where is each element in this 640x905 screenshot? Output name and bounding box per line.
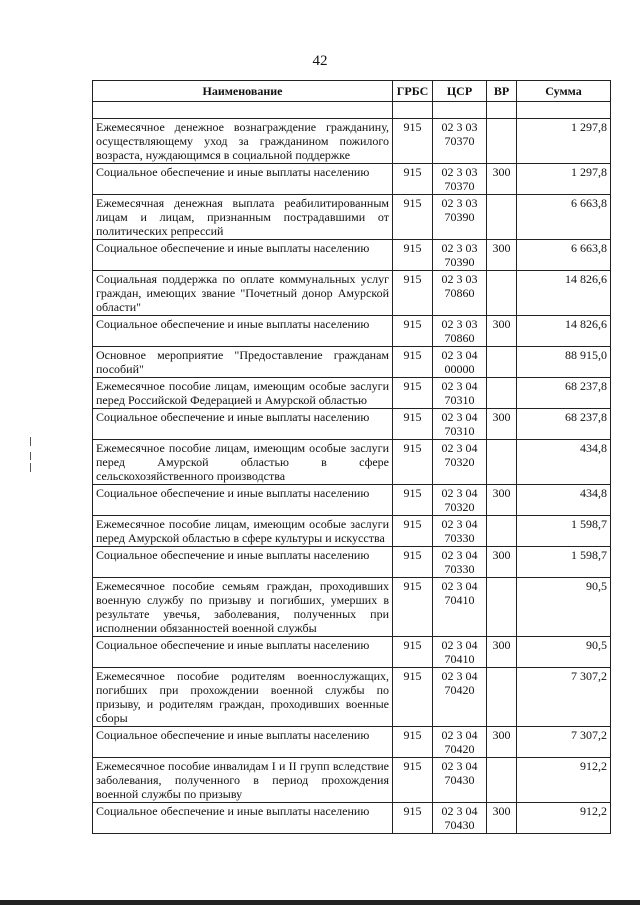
cell-vr [487, 668, 517, 727]
table-row [93, 164, 611, 195]
cell-sum: 1 598,7 [517, 547, 611, 578]
cell-name: Социальное обеспечение и иные выплаты населению [93, 803, 393, 834]
cell-csr: 02 3 03 70390 [433, 195, 487, 240]
cell-csr: 02 3 04 70410 [433, 637, 487, 668]
margin-mark [30, 437, 31, 446]
table-row [93, 578, 611, 637]
cell-vr [487, 119, 517, 164]
cell-csr: 02 3 04 70320 [433, 485, 487, 516]
cell-name: Социальное обеспечение и иные выплаты населению [93, 727, 393, 758]
cell-name: Социальное обеспечение и иные выплаты населению [93, 316, 393, 347]
cell-vr [487, 271, 517, 316]
cell-name: Социальное обеспечение и иные выплаты населению [93, 409, 393, 440]
cell-name: Социальное обеспечение и иные выплаты населению [93, 164, 393, 195]
cell-grbs: 915 [393, 347, 433, 378]
cell-name: Ежемесячная денежная выплата реабилитированным лицам и лицам, признанным пострадавшими от политических репрессий [93, 195, 393, 240]
spacer-cell [517, 102, 611, 119]
cell-vr: 300 [487, 409, 517, 440]
table-row [93, 440, 611, 485]
table-body [93, 102, 611, 834]
cell-csr: 02 3 04 00000 [433, 347, 487, 378]
table-row [93, 803, 611, 834]
cell-vr [487, 578, 517, 637]
table-row [93, 347, 611, 378]
cell-grbs: 915 [393, 409, 433, 440]
cell-name: Социальное обеспечение и иные выплаты населению [93, 240, 393, 271]
table-row [93, 316, 611, 347]
cell-sum: 434,8 [517, 440, 611, 485]
cell-grbs: 915 [393, 164, 433, 195]
header-csr: ЦСР [433, 81, 487, 102]
table-row [93, 758, 611, 803]
page-number: 42 [312, 53, 328, 69]
cell-csr: 02 3 04 70320 [433, 440, 487, 485]
cell-grbs: 915 [393, 271, 433, 316]
header-sum: Сумма [517, 81, 611, 102]
table-row [93, 409, 611, 440]
cell-name: Социальное обеспечение и иные выплаты населению [93, 485, 393, 516]
cell-grbs: 915 [393, 195, 433, 240]
cell-name: Ежемесячное пособие семьям граждан, проходивших военную службу по призыву и погибших, умерших в результате увечья, заболевания, полученных при исполнении обязанностей военной службы [93, 578, 393, 637]
table-row [93, 271, 611, 316]
cell-name: Социальное обеспечение и иные выплаты населению [93, 637, 393, 668]
cell-name: Ежемесячное денежное вознаграждение гражданину, осуществляющему уход за гражданином пожилого возраста, нуждающимся в социальной поддержке [93, 119, 393, 164]
cell-vr [487, 516, 517, 547]
spacer-cell [433, 102, 487, 119]
cell-vr: 300 [487, 637, 517, 668]
cell-sum: 90,5 [517, 578, 611, 637]
cell-sum: 7 307,2 [517, 668, 611, 727]
cell-grbs: 915 [393, 240, 433, 271]
cell-csr: 02 3 04 70310 [433, 409, 487, 440]
cell-grbs: 915 [393, 440, 433, 485]
cell-vr [487, 440, 517, 485]
cell-name: Социальная поддержка по оплате коммунальных услуг граждан, имеющих звание "Почетный донор Амурской области" [93, 271, 393, 316]
cell-vr: 300 [487, 547, 517, 578]
cell-csr: 02 3 04 70330 [433, 516, 487, 547]
cell-grbs: 915 [393, 378, 433, 409]
cell-sum: 14 826,6 [517, 316, 611, 347]
cell-csr: 02 3 04 70330 [433, 547, 487, 578]
cell-sum: 14 826,6 [517, 271, 611, 316]
cell-csr: 02 3 04 70420 [433, 727, 487, 758]
table-row [93, 240, 611, 271]
table-row [93, 195, 611, 240]
cell-name: Основное мероприятие "Предоставление гражданам пособий" [93, 347, 393, 378]
cell-csr: 02 3 04 70410 [433, 578, 487, 637]
cell-sum: 434,8 [517, 485, 611, 516]
cell-name: Ежемесячное пособие инвалидам I и II групп вследствие заболевания, полученного в период прохождения военной службы по призыву [93, 758, 393, 803]
budget-table [92, 80, 611, 834]
cell-sum: 6 663,8 [517, 240, 611, 271]
cell-vr [487, 347, 517, 378]
cell-csr: 02 3 04 70310 [433, 378, 487, 409]
header-name: Наименование [93, 81, 393, 102]
cell-sum: 68 237,8 [517, 409, 611, 440]
spacer-cell [393, 102, 433, 119]
table-spacer-row [93, 102, 611, 119]
cell-grbs: 915 [393, 516, 433, 547]
spacer-cell [487, 102, 517, 119]
cell-csr: 02 3 03 70860 [433, 316, 487, 347]
cell-csr: 02 3 03 70390 [433, 240, 487, 271]
cell-grbs: 915 [393, 668, 433, 727]
cell-vr [487, 378, 517, 409]
table-row [93, 668, 611, 727]
cell-grbs: 915 [393, 119, 433, 164]
cell-csr: 02 3 04 70430 [433, 803, 487, 834]
cell-csr: 02 3 03 70370 [433, 164, 487, 195]
table-row [93, 637, 611, 668]
cell-vr: 300 [487, 316, 517, 347]
header-vr: ВР [487, 81, 517, 102]
cell-vr: 300 [487, 803, 517, 834]
cell-grbs: 915 [393, 316, 433, 347]
cell-csr: 02 3 03 70370 [433, 119, 487, 164]
cell-sum: 6 663,8 [517, 195, 611, 240]
cell-csr: 02 3 04 70420 [433, 668, 487, 727]
cell-grbs: 915 [393, 637, 433, 668]
cell-grbs: 915 [393, 758, 433, 803]
cell-grbs: 915 [393, 485, 433, 516]
cell-csr: 02 3 03 70860 [433, 271, 487, 316]
table-row [93, 119, 611, 164]
cell-grbs: 915 [393, 803, 433, 834]
cell-vr [487, 758, 517, 803]
cell-name: Ежемесячное пособие лицам, имеющим особые заслуги перед Амурской областью в сфере сельскохозяйственного производства [93, 440, 393, 485]
header-grbs: ГРБС [393, 81, 433, 102]
scan-bottom-edge [0, 900, 640, 905]
table-row [93, 516, 611, 547]
cell-csr: 02 3 04 70430 [433, 758, 487, 803]
table-row [93, 378, 611, 409]
margin-mark [30, 452, 31, 460]
cell-vr [487, 195, 517, 240]
cell-grbs: 915 [393, 547, 433, 578]
margin-mark [30, 463, 31, 472]
table-row [93, 485, 611, 516]
cell-sum: 68 237,8 [517, 378, 611, 409]
cell-sum: 912,2 [517, 803, 611, 834]
cell-sum: 1 297,8 [517, 164, 611, 195]
cell-name: Ежемесячное пособие родителям военнослужащих, погибших при прохождении военной службы по призыву, и родителям граждан, проходивших военные сборы [93, 668, 393, 727]
cell-grbs: 915 [393, 578, 433, 637]
cell-sum: 1 297,8 [517, 119, 611, 164]
cell-sum: 912,2 [517, 758, 611, 803]
cell-sum: 7 307,2 [517, 727, 611, 758]
cell-grbs: 915 [393, 727, 433, 758]
cell-vr: 300 [487, 727, 517, 758]
spacer-cell [93, 102, 393, 119]
cell-vr: 300 [487, 240, 517, 271]
table-row [93, 547, 611, 578]
cell-vr: 300 [487, 485, 517, 516]
cell-sum: 88 915,0 [517, 347, 611, 378]
cell-sum: 90,5 [517, 637, 611, 668]
cell-name: Ежемесячное пособие лицам, имеющим особые заслуги перед Российской Федерацией и Амурской областью [93, 378, 393, 409]
cell-vr: 300 [487, 164, 517, 195]
cell-sum: 1 598,7 [517, 516, 611, 547]
cell-name: Ежемесячное пособие лицам, имеющим особые заслуги перед Амурской областью в сфере культуры и искусства [93, 516, 393, 547]
table-header-row [93, 81, 611, 102]
table-row [93, 727, 611, 758]
cell-name: Социальное обеспечение и иные выплаты населению [93, 547, 393, 578]
